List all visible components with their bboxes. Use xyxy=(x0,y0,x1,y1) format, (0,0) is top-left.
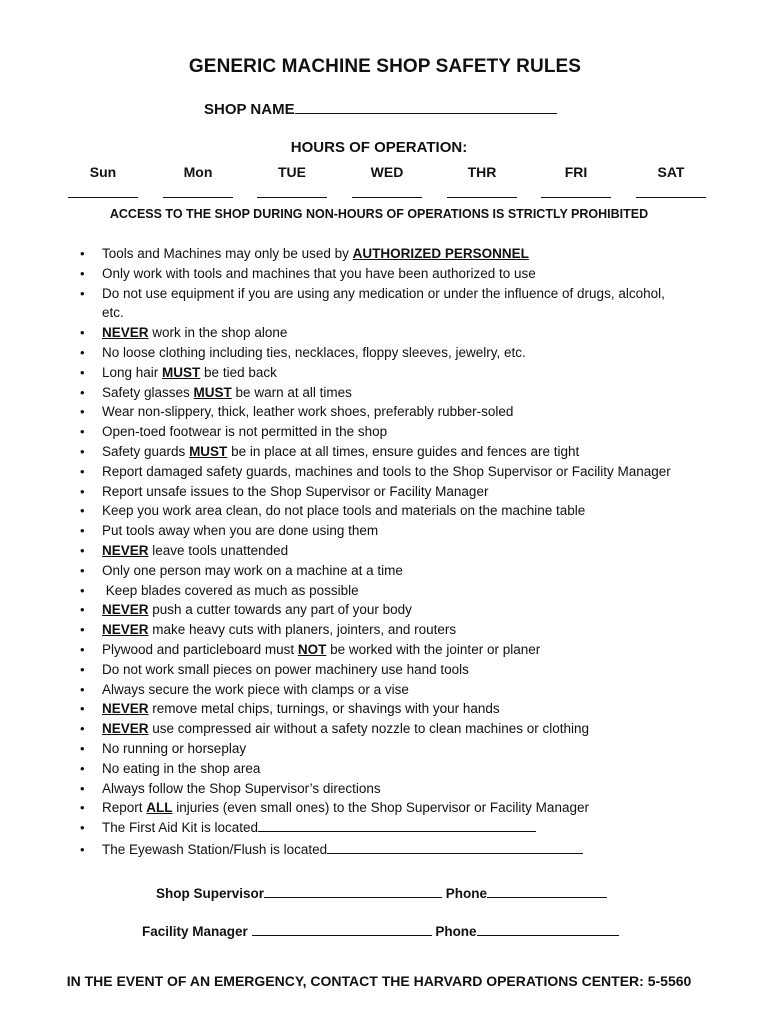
rule-text: No loose clothing including ties, necklaces, floppy sleeves, jewelry, etc. xyxy=(102,344,526,360)
rule-text: Only work with tools and machines that you have been authorized to use xyxy=(102,265,536,281)
bullet-icon: • xyxy=(80,800,85,816)
bullet-icon: • xyxy=(80,404,85,420)
rule-emphasis: AUTHORIZED PERSONNEL xyxy=(352,246,529,261)
list-item xyxy=(80,719,680,739)
list-item xyxy=(80,779,680,799)
rule-text: injuries (even small ones) to the Shop Supervisor or Facility Manager xyxy=(172,800,589,816)
bullet-icon: • xyxy=(80,820,85,836)
rule-text: leave tools unattended xyxy=(148,542,289,558)
list-item xyxy=(80,620,680,640)
bullet-icon: • xyxy=(80,721,85,737)
shop-name-blank xyxy=(295,99,557,114)
supervisor-label: Shop Supervisor xyxy=(156,886,265,901)
day-mon xyxy=(163,164,233,198)
rule-text: make heavy cuts with planers, jointers, and routers xyxy=(148,622,457,638)
list-item xyxy=(80,600,680,620)
rule-emphasis: NEVER xyxy=(102,622,149,638)
shop-name-label: SHOP NAME xyxy=(204,101,295,118)
bullet-icon: • xyxy=(80,582,85,598)
list-item xyxy=(80,739,680,759)
rule-text: use compressed air without a safety nozzle to clean machines or clothing xyxy=(148,721,589,737)
day-sun xyxy=(68,164,138,198)
day-tue xyxy=(257,164,327,198)
list-item xyxy=(80,581,680,601)
rule-text: Safety guards xyxy=(102,443,190,459)
rule-emphasis: MUST xyxy=(162,364,201,380)
rule-text: Do not use equipment if you are using any medication or under the influence of drugs, alcohol, etc. xyxy=(102,285,669,321)
list-item xyxy=(80,521,680,541)
rule-text: Always follow the Shop Supervisor’s directions xyxy=(102,780,381,796)
rule-emphasis: NEVER xyxy=(102,721,149,737)
list-item xyxy=(80,759,680,779)
day-blank xyxy=(68,186,138,198)
rule-text: Only one person may work on a machine at a time xyxy=(102,562,403,578)
rule-emphasis: NEVER xyxy=(102,602,149,618)
bullet-icon: • xyxy=(80,760,85,776)
bullet-icon: • xyxy=(80,285,85,301)
day-blank xyxy=(257,186,327,198)
eyewash-location-blank xyxy=(327,840,583,854)
bullet-icon: • xyxy=(80,364,85,380)
rule-emphasis: NEVER xyxy=(102,701,149,717)
rule-text: Open-toed footwear is not permitted in the shop xyxy=(102,424,388,440)
rule-text: No eating in the shop area xyxy=(102,760,261,776)
bullet-icon: • xyxy=(80,740,85,756)
rule-emphasis: ALL xyxy=(146,800,173,816)
first-aid-location-label: The First Aid Kit is located xyxy=(102,820,259,836)
supervisor-blank xyxy=(264,883,442,898)
rules-list xyxy=(80,244,680,860)
list-item xyxy=(80,264,680,284)
rule-text: Tools and Machines may only be used by xyxy=(102,246,353,261)
rule-text: be warn at all times xyxy=(231,384,352,400)
rule-text: Put tools away when you are done using them xyxy=(102,523,379,539)
rule-text: remove metal chips, turnings, or shavings with your hands xyxy=(148,701,500,717)
day-label: THR xyxy=(467,164,497,180)
list-item xyxy=(80,323,680,343)
bullet-icon: • xyxy=(80,344,85,360)
list-item xyxy=(80,402,680,422)
day-label: TUE xyxy=(278,164,306,180)
rule-text: be in place at all times, ensure guides and fences are tight xyxy=(227,443,580,459)
bullet-icon: • xyxy=(80,443,85,459)
manager-blank xyxy=(252,921,432,936)
bullet-icon: • xyxy=(80,265,85,281)
rule-text: Do not work small pieces on power machinery use hand tools xyxy=(102,661,469,677)
emergency-notice: IN THE EVENT OF AN EMERGENCY, CONTACT THE HARVARD OPERATIONS CENTER: 5-5560 xyxy=(66,973,692,989)
rule-text: Wear non-slippery, thick, leather work shoes, preferably rubber-soled xyxy=(102,404,514,420)
day-blank xyxy=(163,186,233,198)
bullet-icon: • xyxy=(80,523,85,539)
list-item xyxy=(80,284,680,324)
bullet-icon: • xyxy=(80,841,85,857)
phone-label: Phone xyxy=(435,924,477,939)
rule-text: Keep you work area clean, do not place tools and materials on the machine table xyxy=(102,503,586,519)
day-blank xyxy=(541,186,611,198)
eyewash-location-label: The Eyewash Station/Flush is located xyxy=(102,841,328,857)
list-item xyxy=(80,501,680,521)
bullet-icon: • xyxy=(80,424,85,440)
bullet-icon: • xyxy=(80,562,85,578)
bullet-icon: • xyxy=(80,503,85,519)
bullet-icon: • xyxy=(80,602,85,618)
rule-text: Report damaged safety guards, machines and tools to the Shop Supervisor or Facility Manager xyxy=(102,463,671,479)
shop-name-field xyxy=(204,99,557,118)
rule-emphasis: NOT xyxy=(297,641,327,657)
bullet-icon: • xyxy=(80,681,85,697)
rule-text: Report xyxy=(102,800,147,816)
list-item xyxy=(80,343,680,363)
day-sat xyxy=(636,164,706,198)
list-item xyxy=(80,383,680,403)
first-aid-location-blank xyxy=(258,818,536,832)
list-item xyxy=(80,442,680,462)
manager-field xyxy=(142,921,619,939)
rule-emphasis: MUST xyxy=(189,443,228,459)
rule-text: be worked with the jointer or planer xyxy=(326,641,541,657)
hours-heading: HOURS OF OPERATION: xyxy=(290,139,468,156)
day-label: WED xyxy=(370,164,404,180)
rule-text: Report unsafe issues to the Shop Supervisor or Facility Manager xyxy=(102,483,489,499)
bullet-icon: • xyxy=(80,384,85,400)
bullet-icon: • xyxy=(80,463,85,479)
day-thr xyxy=(447,164,517,198)
bullet-icon: • xyxy=(80,325,85,341)
list-item xyxy=(80,798,680,818)
manager-label: Facility Manager xyxy=(142,924,252,939)
list-item xyxy=(80,482,680,502)
list-item xyxy=(80,363,680,383)
rule-text: Long hair xyxy=(102,364,163,380)
day-label: Mon xyxy=(183,164,213,180)
day-label: FRI xyxy=(564,164,588,180)
rule-text: push a cutter towards any part of your body xyxy=(148,602,412,618)
day-blank xyxy=(352,186,422,198)
day-blank xyxy=(447,186,517,198)
manager-phone-blank xyxy=(477,921,619,936)
bullet-icon: • xyxy=(80,542,85,558)
phone-label: Phone xyxy=(445,886,488,901)
list-item xyxy=(80,680,680,700)
bullet-icon: • xyxy=(80,661,85,677)
day-fri xyxy=(541,164,611,198)
first-aid-location xyxy=(80,818,680,838)
rule-text: Always secure the work piece with clamps or a vise xyxy=(102,681,409,697)
list-item xyxy=(80,640,680,660)
list-item xyxy=(80,462,680,482)
rule-emphasis: NEVER xyxy=(102,542,149,558)
list-item xyxy=(80,422,680,442)
rule-text: work in the shop alone xyxy=(148,325,288,341)
list-item xyxy=(80,244,680,264)
rule-text: Plywood and particleboard must xyxy=(102,641,298,657)
day-blank xyxy=(636,186,706,198)
rule-text: Safety glasses xyxy=(102,384,194,400)
bullet-icon: • xyxy=(80,780,85,796)
bullet-icon: • xyxy=(80,246,85,261)
rule-emphasis: MUST xyxy=(193,384,232,400)
rule-text: Keep blades covered as much as possible xyxy=(102,582,359,598)
bullet-icon: • xyxy=(80,483,85,499)
rule-text: be tied back xyxy=(200,364,277,380)
list-item xyxy=(80,699,680,719)
day-label: SAT xyxy=(657,164,685,180)
page-title: GENERIC MACHINE SHOP SAFETY RULES xyxy=(188,56,582,77)
list-item xyxy=(80,561,680,581)
list-item xyxy=(80,541,680,561)
eyewash-location xyxy=(80,840,680,860)
bullet-icon: • xyxy=(80,641,85,657)
day-label: Sun xyxy=(89,164,117,180)
access-notice: ACCESS TO THE SHOP DURING NON-HOURS OF OPERATIONS IS STRICTLY PROHIBITED xyxy=(109,207,649,221)
list-item xyxy=(80,660,680,680)
bullet-icon: • xyxy=(80,622,85,638)
rule-text: No running or horseplay xyxy=(102,740,247,756)
supervisor-phone-blank xyxy=(487,883,607,898)
bullet-icon: • xyxy=(80,701,85,717)
day-wed xyxy=(352,164,422,198)
rule-emphasis: NEVER xyxy=(102,325,149,341)
supervisor-field xyxy=(156,883,607,901)
days-row xyxy=(68,164,708,204)
